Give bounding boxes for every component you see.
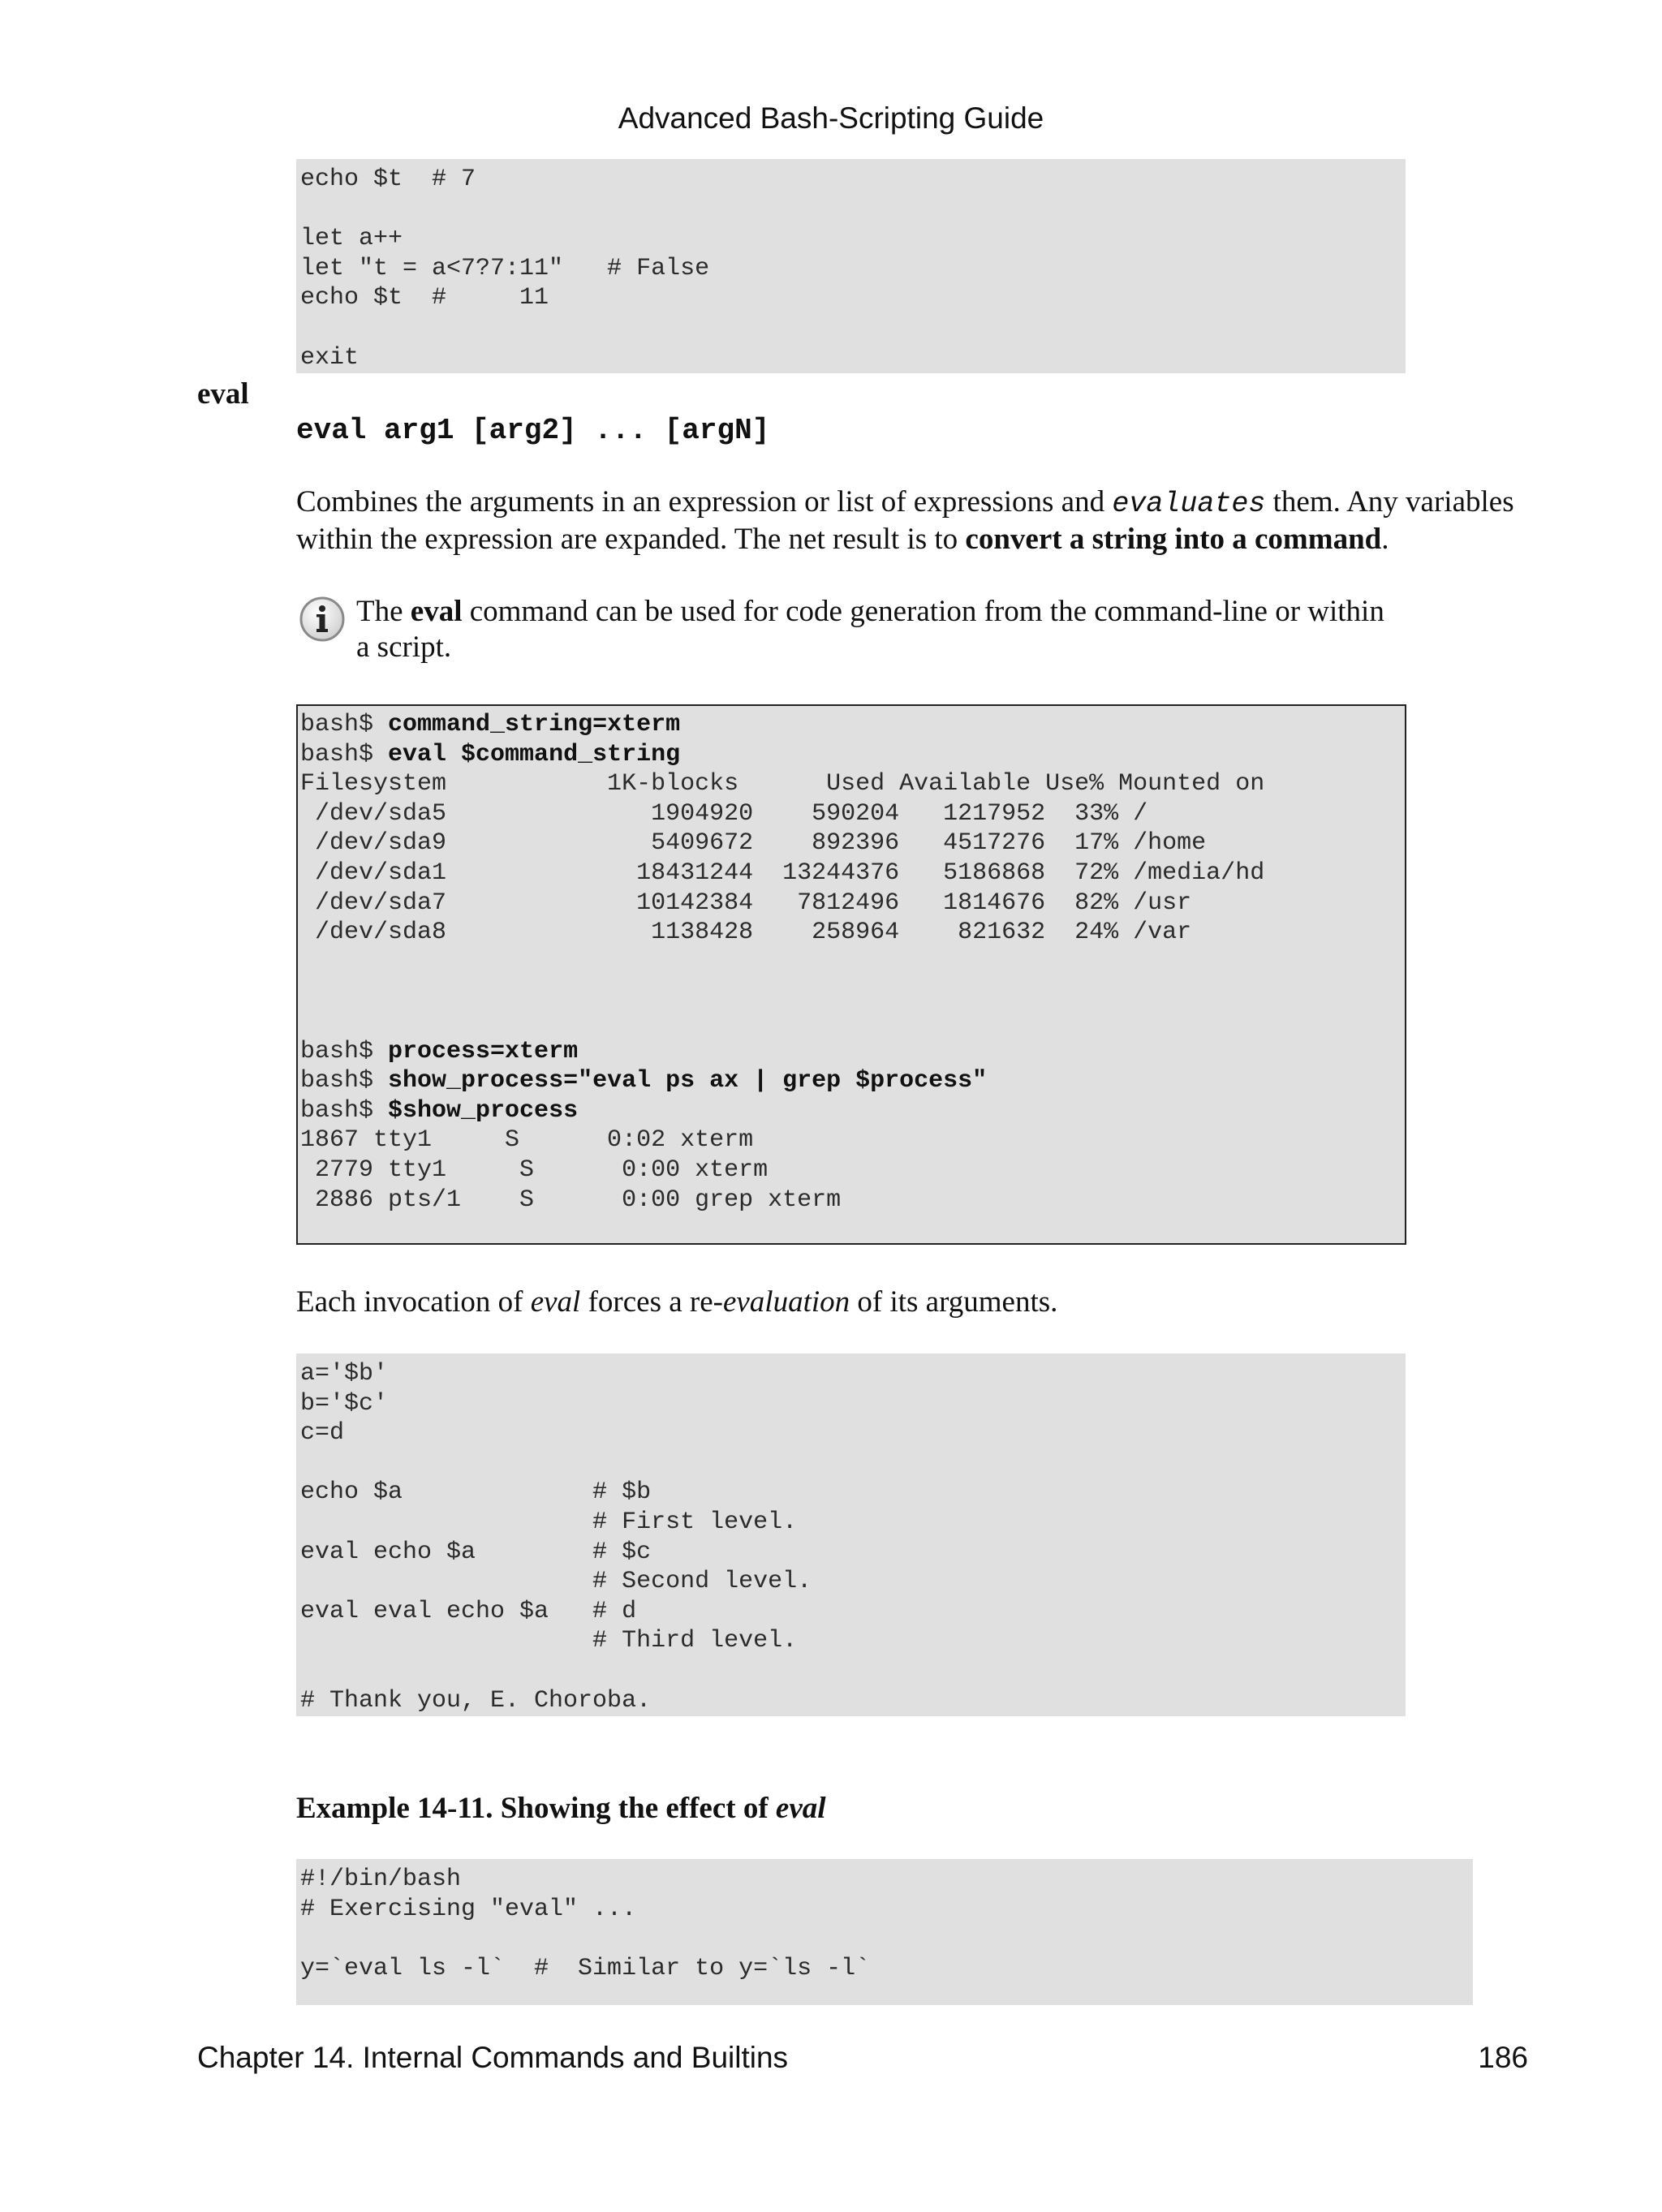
code-block-eval-levels bbox=[296, 1353, 1406, 1716]
output-line: /dev/sda7 10142384 7812496 1814676 82% /usr bbox=[300, 889, 1192, 917]
text-run: command can be used for code generation from the command-line or within bbox=[462, 595, 1384, 628]
example-title bbox=[296, 1789, 826, 1828]
code-line: #!/bin/bash bbox=[300, 1866, 462, 1893]
glossary-term-eval: eval bbox=[197, 377, 249, 411]
text-run: Example 14-11. Showing the effect of bbox=[296, 1792, 776, 1825]
note-text bbox=[356, 594, 1384, 665]
emphasis-bold: eval bbox=[410, 595, 463, 628]
code-line: # First level. bbox=[300, 1508, 798, 1536]
code-line: a='$b' bbox=[300, 1360, 389, 1388]
code-block-let-example bbox=[296, 159, 1406, 373]
command-input: eval $command_string bbox=[388, 740, 681, 768]
code-line: echo $t # 7 bbox=[300, 166, 476, 193]
output-line: 1867 tty1 S 0:02 xterm bbox=[300, 1126, 754, 1155]
command-input: $show_process bbox=[388, 1096, 579, 1125]
prompt: bash$ bbox=[300, 1067, 389, 1095]
output-line: /dev/sda9 5409672 892396 4517276 17% /home bbox=[300, 829, 1207, 858]
code-line: b='$c' bbox=[300, 1389, 389, 1418]
command-input: command_string=xterm bbox=[388, 711, 681, 738]
footer-chapter: Chapter 14. Internal Commands and Builtins bbox=[197, 2041, 789, 2074]
text-run: them. Any variables bbox=[1265, 485, 1514, 519]
emphasis-italic: evaluation bbox=[722, 1285, 850, 1319]
running-header: Advanced Bash-Scripting Guide bbox=[618, 101, 1044, 135]
text-run: of its arguments. bbox=[850, 1285, 1058, 1319]
code-line: # Thank you, E. Choroba. bbox=[300, 1686, 652, 1715]
code-line: # Third level. bbox=[300, 1627, 798, 1655]
code-line: echo $t # 11 bbox=[300, 284, 549, 312]
prompt: bash$ bbox=[300, 740, 389, 768]
screen-output-block bbox=[296, 704, 1406, 1245]
code-line: y=`eval ls -l` # Similar to y=`ls -l` bbox=[300, 1954, 871, 1982]
text-run: a script. bbox=[356, 630, 452, 664]
emphasis-bold: convert a string into a command bbox=[965, 523, 1382, 556]
text-run: within the expression are expanded. The net result is to bbox=[296, 523, 966, 556]
prompt: bash$ bbox=[300, 1037, 389, 1065]
text-run: Combines the arguments in an expression or list of expressions and bbox=[296, 485, 1113, 519]
output-line: /dev/sda5 1904920 590204 1217952 33% / bbox=[300, 799, 1148, 828]
inline-code: evaluates bbox=[1112, 488, 1266, 520]
output-line: /dev/sda8 1138428 258964 821632 24% /var bbox=[300, 919, 1192, 947]
text-run: . bbox=[1381, 523, 1389, 556]
page-number: 186 bbox=[1478, 2041, 1528, 2074]
command-input: process=xterm bbox=[388, 1037, 579, 1065]
output-line: /dev/sda1 18431244 13244376 5186868 72% /media/hd bbox=[300, 859, 1265, 887]
code-line: echo $a # $b bbox=[300, 1478, 652, 1507]
code-line: let a++ bbox=[300, 225, 403, 253]
text-run: forces a re- bbox=[580, 1285, 723, 1319]
code-line: eval echo $a # $c bbox=[300, 1538, 652, 1566]
code-line: # Second level. bbox=[300, 1568, 812, 1596]
command-input: show_process="eval ps ax | grep $process" bbox=[388, 1067, 988, 1095]
output-line: 2779 tty1 S 0:00 xterm bbox=[300, 1155, 769, 1184]
code-block-example-14-11 bbox=[296, 1859, 1473, 2005]
code-line: c=d bbox=[300, 1419, 345, 1448]
code-line: # Exercising "eval" ... bbox=[300, 1895, 637, 1923]
emphasis-italic: eval bbox=[775, 1792, 826, 1825]
code-line: exit bbox=[300, 343, 360, 372]
prompt: bash$ bbox=[300, 711, 389, 738]
text-run: The bbox=[356, 595, 411, 628]
description-paragraph bbox=[296, 484, 1514, 557]
info-icon bbox=[299, 596, 346, 643]
code-line: eval eval echo $a # d bbox=[300, 1597, 637, 1625]
output-line: Filesystem 1K-blocks Used Available Use% Mounted on bbox=[300, 770, 1265, 798]
prompt: bash$ bbox=[300, 1096, 389, 1125]
output-line: 2886 pts/1 S 0:00 grep xterm bbox=[300, 1186, 842, 1214]
re-evaluation-paragraph bbox=[296, 1285, 1057, 1320]
emphasis-italic: eval bbox=[530, 1285, 581, 1319]
command-synopsis: eval arg1 [arg2] ... [argN] bbox=[296, 414, 770, 447]
text-run: Each invocation of bbox=[296, 1285, 531, 1319]
code-line: let "t = a<7?7:11" # False bbox=[300, 254, 710, 282]
